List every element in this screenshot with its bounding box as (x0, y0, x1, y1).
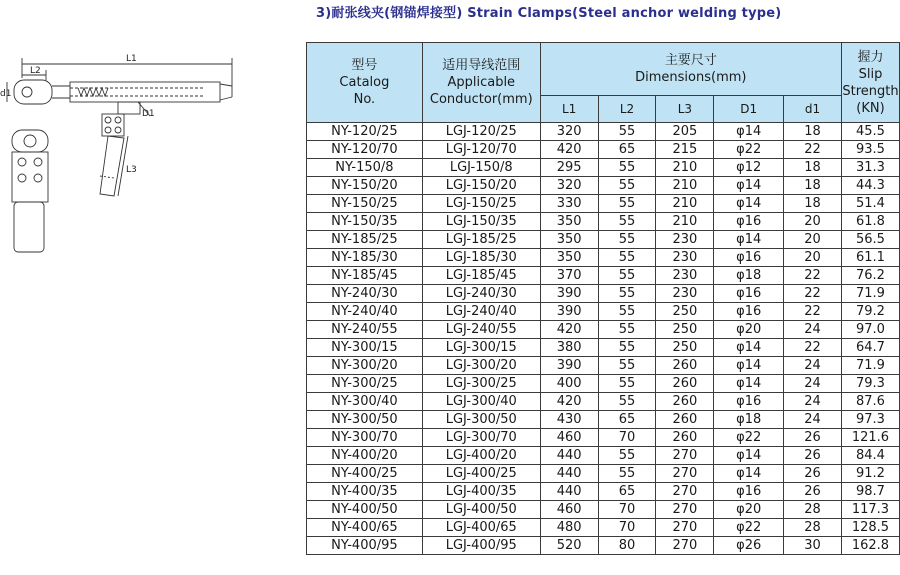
cell-slip-strength: 79.3 (841, 375, 899, 393)
cell-l1: 320 (540, 123, 598, 141)
cell-catalog-no: NY-400/25 (307, 465, 423, 483)
cell-conductor: LGJ-300/70 (422, 429, 540, 447)
cell-d1: 22 (784, 303, 842, 321)
cell-d1: 24 (784, 393, 842, 411)
cell-l2: 55 (598, 357, 656, 375)
cell-l3: 230 (656, 249, 714, 267)
label-l1: L1 (126, 54, 137, 64)
cell-l1: 420 (540, 393, 598, 411)
cell-l3: 205 (656, 123, 714, 141)
cell-catalog-no: NY-400/20 (307, 447, 423, 465)
cell-l3: 260 (656, 393, 714, 411)
cell-conductor: LGJ-150/35 (422, 213, 540, 231)
cell-conductor: LGJ-400/35 (422, 483, 540, 501)
cell-l3: 260 (656, 357, 714, 375)
cell-slip-strength: 45.5 (841, 123, 899, 141)
cell-d1: 18 (784, 195, 842, 213)
cell-D1: φ22 (714, 429, 784, 447)
cell-D1: φ14 (714, 123, 784, 141)
cell-l3: 250 (656, 321, 714, 339)
cell-d1: 18 (784, 123, 842, 141)
side-view-eye (12, 130, 48, 152)
cell-D1: φ16 (714, 249, 784, 267)
cell-l2: 55 (598, 195, 656, 213)
strain-clamp-drawing (0, 44, 300, 264)
cell-slip-strength: 97.3 (841, 411, 899, 429)
cell-catalog-no: NY-150/35 (307, 213, 423, 231)
cell-d1: 26 (784, 447, 842, 465)
cell-catalog-no: NY-400/95 (307, 537, 423, 555)
table-row (307, 159, 900, 177)
label-D1: D1 (142, 109, 155, 119)
cell-l1: 400 (540, 375, 598, 393)
cell-l3: 260 (656, 375, 714, 393)
cell-d1: 22 (784, 285, 842, 303)
cell-D1: φ14 (714, 447, 784, 465)
cell-D1: φ14 (714, 231, 784, 249)
cell-l3: 215 (656, 141, 714, 159)
cell-l3: 210 (656, 195, 714, 213)
cell-d1: 22 (784, 267, 842, 285)
cell-l2: 65 (598, 141, 656, 159)
cell-slip-strength: 87.6 (841, 393, 899, 411)
cell-slip-strength: 64.7 (841, 339, 899, 357)
cell-catalog-no: NY-120/25 (307, 123, 423, 141)
cell-l1: 430 (540, 411, 598, 429)
cell-slip-strength: 31.3 (841, 159, 899, 177)
cell-l3: 270 (656, 483, 714, 501)
cell-D1: φ16 (714, 303, 784, 321)
cell-catalog-no: NY-300/70 (307, 429, 423, 447)
cell-D1: φ16 (714, 213, 784, 231)
cell-d1: 24 (784, 357, 842, 375)
cell-l1: 350 (540, 249, 598, 267)
header-l1: L1 (540, 96, 598, 123)
side-view-plate (12, 152, 48, 202)
anchor-eye (14, 80, 52, 104)
cell-l1: 390 (540, 357, 598, 375)
table-row (307, 501, 900, 519)
table-row (307, 429, 900, 447)
cell-catalog-no: NY-300/25 (307, 375, 423, 393)
cell-slip-strength: 91.2 (841, 465, 899, 483)
cell-conductor: LGJ-300/40 (422, 393, 540, 411)
header-strength: 握力 Slip Strength (KN) (841, 43, 899, 123)
cell-l2: 55 (598, 249, 656, 267)
table-row (307, 213, 900, 231)
cell-catalog-no: NY-300/50 (307, 411, 423, 429)
table-row (307, 411, 900, 429)
cell-conductor: LGJ-400/25 (422, 465, 540, 483)
jumper-tube (100, 136, 124, 196)
cell-slip-strength: 162.8 (841, 537, 899, 555)
header-catalog: 型号 Catalog No. (307, 43, 423, 123)
cell-l3: 260 (656, 429, 714, 447)
cell-l1: 440 (540, 465, 598, 483)
cell-l2: 70 (598, 519, 656, 537)
cell-l2: 55 (598, 303, 656, 321)
cell-conductor: LGJ-400/95 (422, 537, 540, 555)
table-row (307, 285, 900, 303)
table-row (307, 519, 900, 537)
cell-conductor: LGJ-150/20 (422, 177, 540, 195)
cell-catalog-no: NY-300/40 (307, 393, 423, 411)
cell-l3: 270 (656, 519, 714, 537)
table-row (307, 231, 900, 249)
cell-l1: 390 (540, 303, 598, 321)
cell-l1: 480 (540, 519, 598, 537)
cell-l1: 295 (540, 159, 598, 177)
spec-table-body (307, 123, 900, 555)
cell-conductor: LGJ-400/65 (422, 519, 540, 537)
cell-catalog-no: NY-185/30 (307, 249, 423, 267)
table-row (307, 357, 900, 375)
table-row (307, 123, 900, 141)
cell-D1: φ22 (714, 141, 784, 159)
cell-d1: 20 (784, 231, 842, 249)
label-l2: L2 (30, 66, 41, 76)
cell-l3: 210 (656, 177, 714, 195)
cell-D1: φ20 (714, 321, 784, 339)
cell-slip-strength: 98.7 (841, 483, 899, 501)
cell-slip-strength: 97.0 (841, 321, 899, 339)
cell-l1: 460 (540, 501, 598, 519)
cell-D1: φ18 (714, 267, 784, 285)
cell-d1: 24 (784, 321, 842, 339)
cell-conductor: LGJ-240/30 (422, 285, 540, 303)
cell-l2: 55 (598, 375, 656, 393)
cell-l2: 55 (598, 177, 656, 195)
header-d1: d1 (784, 96, 842, 123)
clamp-body (70, 82, 220, 102)
header-l3: L3 (656, 96, 714, 123)
table-row (307, 195, 900, 213)
cell-l3: 230 (656, 231, 714, 249)
cell-D1: φ12 (714, 159, 784, 177)
cell-conductor: LGJ-150/25 (422, 195, 540, 213)
cell-catalog-no: NY-400/50 (307, 501, 423, 519)
cell-l2: 55 (598, 267, 656, 285)
cell-l1: 320 (540, 177, 598, 195)
table-row (307, 393, 900, 411)
cell-slip-strength: 84.4 (841, 447, 899, 465)
cell-l1: 440 (540, 483, 598, 501)
cell-l2: 55 (598, 285, 656, 303)
cell-l2: 65 (598, 411, 656, 429)
table-row (307, 483, 900, 501)
spec-table (306, 42, 900, 555)
cell-D1: φ14 (714, 195, 784, 213)
cell-slip-strength: 56.5 (841, 231, 899, 249)
cell-l2: 70 (598, 429, 656, 447)
cell-l2: 55 (598, 465, 656, 483)
cell-D1: φ14 (714, 339, 784, 357)
cell-l1: 390 (540, 285, 598, 303)
cell-l2: 55 (598, 231, 656, 249)
cell-l1: 330 (540, 195, 598, 213)
cell-l1: 380 (540, 339, 598, 357)
cell-catalog-no: NY-300/20 (307, 357, 423, 375)
cell-conductor: LGJ-300/20 (422, 357, 540, 375)
table-row (307, 375, 900, 393)
cell-conductor: LGJ-120/25 (422, 123, 540, 141)
cell-conductor: LGJ-185/25 (422, 231, 540, 249)
cell-d1: 24 (784, 411, 842, 429)
cell-conductor: LGJ-400/20 (422, 447, 540, 465)
header-dimensions: 主要尺寸 Dimensions(mm) (540, 43, 841, 96)
cell-l3: 210 (656, 213, 714, 231)
cell-conductor: LGJ-185/45 (422, 267, 540, 285)
jumper-plate (102, 114, 124, 136)
cell-slip-strength: 51.4 (841, 195, 899, 213)
table-row (307, 267, 900, 285)
table-row (307, 177, 900, 195)
page-title: 3)耐张线夹(钢锚焊接型) Strain Clamps(Steel anchor welding type) (316, 6, 782, 21)
cell-catalog-no: NY-120/70 (307, 141, 423, 159)
table-row (307, 303, 900, 321)
cell-conductor: LGJ-300/50 (422, 411, 540, 429)
cell-conductor: LGJ-400/50 (422, 501, 540, 519)
cell-catalog-no: NY-400/35 (307, 483, 423, 501)
table-row (307, 249, 900, 267)
cell-slip-strength: 93.5 (841, 141, 899, 159)
cell-l3: 270 (656, 465, 714, 483)
cell-d1: 26 (784, 465, 842, 483)
cell-d1: 28 (784, 519, 842, 537)
cell-l2: 80 (598, 537, 656, 555)
cell-D1: φ14 (714, 177, 784, 195)
cell-d1: 24 (784, 375, 842, 393)
cell-conductor: LGJ-300/25 (422, 375, 540, 393)
header-conductor: 适用导线范围 Applicable Conductor(mm) (422, 43, 540, 123)
cell-d1: 20 (784, 249, 842, 267)
side-view-tube (14, 202, 44, 252)
table-row (307, 339, 900, 357)
cell-l1: 440 (540, 447, 598, 465)
cell-d1: 18 (784, 177, 842, 195)
table-row (307, 465, 900, 483)
cell-slip-strength: 71.9 (841, 357, 899, 375)
cell-D1: φ16 (714, 285, 784, 303)
cell-l3: 270 (656, 447, 714, 465)
cell-D1: φ22 (714, 519, 784, 537)
cell-l3: 250 (656, 339, 714, 357)
cell-slip-strength: 61.1 (841, 249, 899, 267)
cell-conductor: LGJ-120/70 (422, 141, 540, 159)
cell-D1: φ14 (714, 375, 784, 393)
cell-l2: 65 (598, 483, 656, 501)
cell-conductor: LGJ-240/55 (422, 321, 540, 339)
cell-catalog-no: NY-300/15 (307, 339, 423, 357)
cell-d1: 18 (784, 159, 842, 177)
label-l3: L3 (126, 165, 137, 175)
label-d1: d1 (0, 89, 12, 99)
cell-slip-strength: 44.3 (841, 177, 899, 195)
cell-l3: 270 (656, 501, 714, 519)
cell-catalog-no: NY-150/20 (307, 177, 423, 195)
cell-l2: 70 (598, 501, 656, 519)
cell-conductor: LGJ-240/40 (422, 303, 540, 321)
cell-l2: 55 (598, 393, 656, 411)
cell-d1: 30 (784, 537, 842, 555)
cell-D1: φ26 (714, 537, 784, 555)
cell-l3: 250 (656, 303, 714, 321)
cell-conductor: LGJ-150/8 (422, 159, 540, 177)
cell-catalog-no: NY-400/65 (307, 519, 423, 537)
table-row (307, 537, 900, 555)
cell-l3: 270 (656, 537, 714, 555)
cell-l1: 420 (540, 141, 598, 159)
cell-l1: 370 (540, 267, 598, 285)
cell-D1: φ18 (714, 411, 784, 429)
cell-l2: 55 (598, 123, 656, 141)
cell-l2: 55 (598, 447, 656, 465)
cell-catalog-no: NY-240/40 (307, 303, 423, 321)
header-D1: D1 (714, 96, 784, 123)
header-l2: L2 (598, 96, 656, 123)
cell-l2: 55 (598, 159, 656, 177)
cell-D1: φ14 (714, 465, 784, 483)
cell-catalog-no: NY-240/30 (307, 285, 423, 303)
cell-slip-strength: 117.3 (841, 501, 899, 519)
cell-catalog-no: NY-150/25 (307, 195, 423, 213)
cell-l1: 350 (540, 213, 598, 231)
cell-D1: φ14 (714, 357, 784, 375)
cell-l1: 350 (540, 231, 598, 249)
cell-l3: 230 (656, 267, 714, 285)
cell-l2: 55 (598, 213, 656, 231)
cell-catalog-no: NY-240/55 (307, 321, 423, 339)
cell-slip-strength: 128.5 (841, 519, 899, 537)
table-row (307, 141, 900, 159)
cell-l3: 210 (656, 159, 714, 177)
cell-D1: φ20 (714, 501, 784, 519)
cell-l3: 230 (656, 285, 714, 303)
cell-l2: 55 (598, 339, 656, 357)
cell-conductor: LGJ-300/15 (422, 339, 540, 357)
cell-d1: 28 (784, 501, 842, 519)
cell-conductor: LGJ-185/30 (422, 249, 540, 267)
cell-catalog-no: NY-150/8 (307, 159, 423, 177)
cell-D1: φ16 (714, 393, 784, 411)
cell-slip-strength: 121.6 (841, 429, 899, 447)
cell-d1: 22 (784, 141, 842, 159)
table-row (307, 447, 900, 465)
cell-catalog-no: NY-185/45 (307, 267, 423, 285)
cell-slip-strength: 79.2 (841, 303, 899, 321)
cell-l1: 460 (540, 429, 598, 447)
cell-slip-strength: 71.9 (841, 285, 899, 303)
cell-D1: φ16 (714, 483, 784, 501)
cell-l2: 55 (598, 321, 656, 339)
cell-d1: 26 (784, 483, 842, 501)
cell-slip-strength: 61.8 (841, 213, 899, 231)
cell-l1: 520 (540, 537, 598, 555)
cell-d1: 26 (784, 429, 842, 447)
cell-l1: 420 (540, 321, 598, 339)
cell-d1: 20 (784, 213, 842, 231)
cell-d1: 22 (784, 339, 842, 357)
cell-catalog-no: NY-185/25 (307, 231, 423, 249)
cell-l3: 260 (656, 411, 714, 429)
cell-slip-strength: 76.2 (841, 267, 899, 285)
table-row (307, 321, 900, 339)
